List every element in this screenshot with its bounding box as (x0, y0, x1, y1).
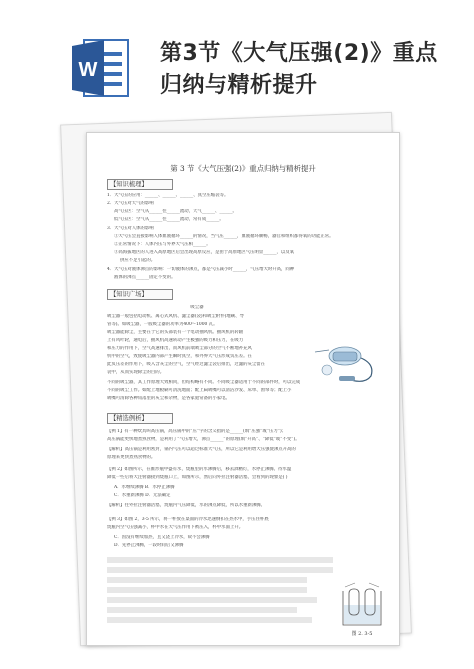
text-line: 和压力的作用下，空气高速排出，而风机前端吸尘部分的空气不断地补充风 (107, 346, 252, 351)
text-line: C．因没有继续加热，且又浇上冷水，故不会沸腾 (114, 535, 210, 540)
text-line: ②正常情况下：人体内压与外界大气压相______。 (114, 242, 211, 247)
text-line: 【例 3】如图 2，3-5 所示，将一杯放在桌面的冷水迅速倒扣在热水中，手压住杯底 (107, 517, 269, 522)
section-extension-heading: 【知识广场】 (107, 289, 173, 300)
text-line: 供应不足引起的。 (120, 258, 156, 263)
document-title: 第3节《大气压强(2)》重点归纳与精析提升 (160, 41, 438, 98)
word-icon-letter: W (78, 59, 98, 81)
text-line: 【解析】高压锅是利用密封，锅内气压可以超过标准大气压，所以它是利用增大压强使沸点升高的 (107, 447, 296, 452)
text-line: 【解析】往外拉注射器活塞，烧瓶内气压降低，水的沸点降低，所以水重新沸腾。 (107, 503, 266, 508)
text-line: 烧瓶内空气压强减小，杯中水在大气压作用下被压入，杯中水面上升。 (107, 525, 244, 530)
faded-text-line (107, 607, 297, 613)
faded-text-line (107, 577, 307, 583)
text-line: 吸嘴可清除各种角落里的灰尘和杂物，是各家庭常备的小家电。 (107, 396, 230, 401)
text-line: D．先停止沸腾，一段时间后又沸腾 (114, 543, 184, 548)
text-line: 1．大气压的应用：______、______、______、真空压缩袋等。 (107, 193, 229, 198)
text-line: 上有风叶轮，通电后，抽风机高速转动产生极强的吸力和压力，在吸力 (107, 338, 244, 343)
faded-text-line (107, 587, 307, 593)
text-line: 3．大气压对人体的影响 (107, 226, 154, 231)
text-line: ①大气压会直接影响人体血液循环______的情况，当气压______，血液循环顺畅，器官和组织都得氧的功能正常。 (114, 234, 334, 239)
faded-text-line (107, 617, 312, 623)
text-line: 袋中，从而实现除尘的目的。 (107, 370, 165, 375)
text-line: 降低一些后将大注射器接到烧瓶口上，如图所示，然后向外拉注射器活塞，会看到的现象是( ) (107, 475, 288, 480)
document-header (0, 0, 474, 110)
text-line: 不同的吸尘工作。如配上地板刷可清洗地面；配上扁吸嘴可以清洁沙发、床单、窗帘等；配上小 (107, 388, 292, 393)
text-line: 此负压差的作用下，吸入含灰尘的空气，空气经过滤尘袋后排出，过滤的灰尘留在 (107, 362, 266, 367)
text-line: 管等)。如吸尘器，一般吸尘器的功率为400～1000 瓦。 (107, 322, 218, 327)
vacuum-cleaner-illustration (305, 340, 387, 388)
section-knowledge-heading: 【知识梳理】 (107, 179, 173, 190)
text-line: C．水重新沸腾 D．无法确定 (114, 493, 171, 498)
text-line: 2．大气压对天气的影响 (107, 201, 154, 206)
text-line: 高压锅能更快地煮熟食物，是利用了“气压增大，沸点______”的原理(填“升高”、“降低”或“不变”)。 (107, 437, 300, 442)
text-line: ③高海拔地区的人进入高原地区后会出现高原反应，是由于高原地区气压明显______，以及氧 (114, 250, 295, 255)
word-document-icon (70, 36, 132, 100)
text-line: 【例 1】有一种炊具叫高压锅，高压锅中的“压”字的含义指的是______(填“压强”或“压力”)； (107, 429, 287, 434)
text-line: 吸尘器一般包括电动机、离心式风机、滤尘器(袋)和吸尘附件(地刷、导 (107, 314, 244, 319)
text-line: 原理来更快煮熟食物的。 (107, 455, 156, 460)
text-line: 吸尘器能除尘，主要在于它的头部装有一个电动抽风机。抽风机的转轴 (107, 330, 244, 335)
vacuum-subtitle: 吸尘器 (190, 305, 204, 310)
text-line: 低气压区：空气从______往______流动，常有成______。 (114, 217, 224, 222)
text-line: 液体的沸点______固定不变的。 (114, 275, 176, 280)
page-title: 第 3 节《大气压强(2)》重点归纳与精析提升 (170, 164, 316, 173)
text-line: 机中的空气，致使吸尘器内部产生瞬时真空，和外界大气压形成负压差。在 (107, 354, 252, 359)
text-line: 【例 2】如图所示，在锥形瓶中盛有水，烧瓶里的水沸腾后，移去酒精灯，水停止沸腾。待水温 (107, 467, 292, 472)
section-examples-heading: 【精选例析】 (107, 413, 173, 424)
faded-text-line (107, 557, 333, 563)
faded-text-line (107, 567, 333, 573)
beaker-experiment-diagram (339, 581, 385, 629)
figure-caption: 图 2. 3-5 (351, 631, 373, 637)
text-line: 高气压区：空气从______往______流动，天气______、______。 (114, 209, 237, 214)
text-line: 不同的吸尘器，其工作原理大致相同，但结构略有不同。不同吸尘器适用于不同的部件时，可以完成 (107, 380, 301, 385)
text-line: A．水继续沸腾 B．水停止沸腾 (114, 485, 175, 490)
document-page (86, 132, 400, 646)
text-line: 4．大气压对液体沸点的影响：一切液体的沸点，都是气压减小时______，气压增大时升高，同种 (107, 267, 295, 272)
faded-text-line (107, 597, 317, 603)
